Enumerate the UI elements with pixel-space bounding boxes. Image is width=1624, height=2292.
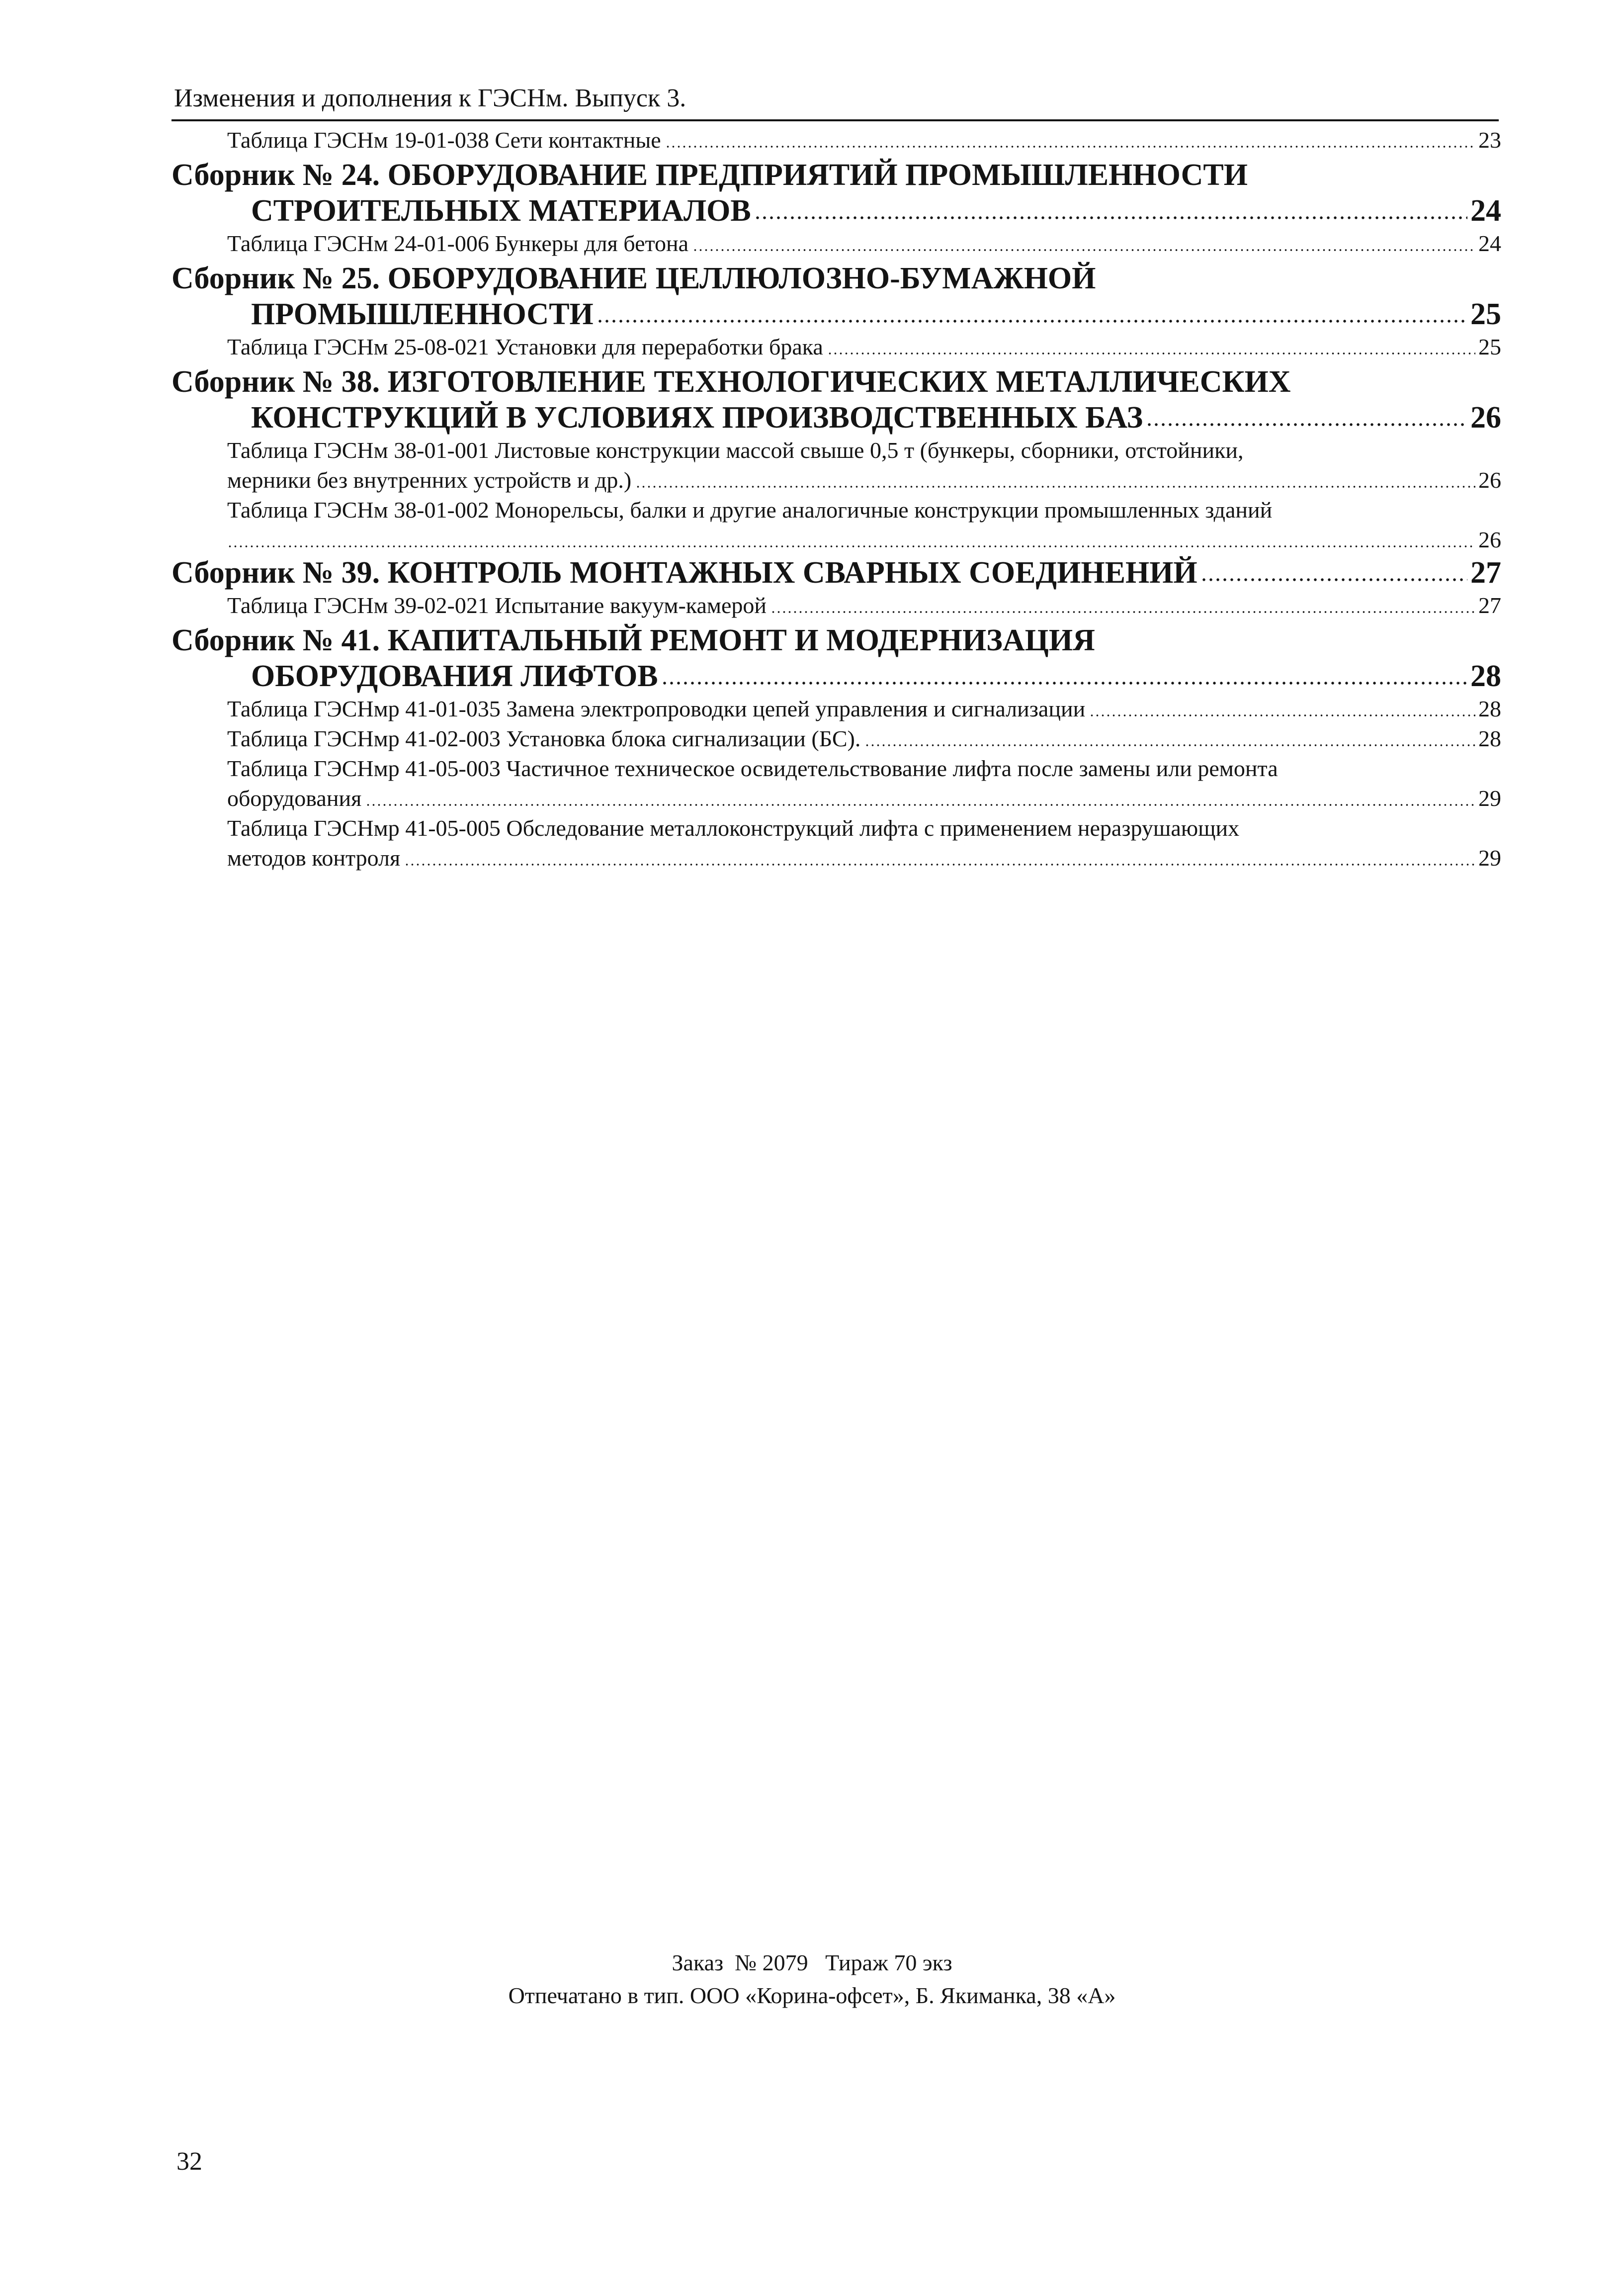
toc-entry-25-08-021[interactable] [171,332,1501,362]
collection-page-number: 28 [1470,659,1501,693]
dot-leader [1146,422,1467,428]
dot-leader [754,215,1467,221]
collection-page-number: 26 [1470,401,1501,435]
toc-page-number: 24 [1478,231,1501,256]
running-header: Изменения и дополнения к ГЭСНм. Выпуск 3. [174,84,686,112]
collection-38-heading-cont[interactable] [171,400,1501,436]
toc-page-number: 28 [1478,696,1501,721]
toc-entry-38-01-001[interactable] [171,465,1501,495]
toc-page-number: 29 [1478,786,1501,811]
toc-entry-38-01-002-line1[interactable]: Таблица ГЭСНм 38-01-002 Монорельсы, балки и другие аналогичные конструкции промышленных зданий [227,497,1273,523]
dot-leader [1200,577,1467,583]
collection-24-heading[interactable]: Сборник № 24. ОБОРУДОВАНИЕ ПРЕДПРИЯТИЙ ПРОМЫШЛЕННОСТИ [171,158,1248,192]
collection-page-number: 24 [1470,194,1501,228]
dot-leader [404,862,1475,867]
toc-page-number: 25 [1478,334,1501,359]
dot-leader [227,544,1475,549]
collection-heading-text: ПРОМЫШЛЕННОСТИ [251,297,594,331]
collection-heading-text: ОБОРУДОВАНИЯ ЛИФТОВ [251,659,658,693]
collection-heading-text: Сборник № 39. КОНТРОЛЬ МОНТАЖНЫХ СВАРНЫХ СОЕДИНЕНИЙ [171,556,1197,590]
toc-entry-38-01-001-line1[interactable]: Таблица ГЭСНм 38-01-001 Листовые конструкции массой свыше 0,5 т (бункеры, сборники, отстойники, [227,438,1244,463]
toc-page-number: 26 [1478,467,1501,493]
toc-entry-title: Таблица ГЭСНмр 41-01-035 Замена электропроводки цепей управления и сигнализации [227,696,1086,721]
imprint-printer-line: Отпечатано в тип. ООО «Корина-офсет», Б. Якиманка, 38 «А» [508,1983,1116,2008]
toc-entry-24-01-006[interactable] [171,229,1501,259]
dot-leader [692,248,1475,253]
collection-heading-text: СТРОИТЕЛЬНЫХ МАТЕРИАЛОВ [251,194,751,228]
toc-entry-title: методов контроля [227,845,401,871]
toc-entry-41-05-003-line1[interactable]: Таблица ГЭСНмр 41-05-003 Частичное техническое освидетельствование лифта после замены или ремонта [227,756,1278,781]
collection-24-heading-cont[interactable] [171,193,1501,229]
toc-entry-title: Таблица ГЭСНм 25-08-021 Установки для переработки брака [227,334,823,359]
dot-leader [365,802,1475,807]
collection-heading-text: КОНСТРУКЦИЙ В УСЛОВИЯХ ПРОИЗВОДСТВЕННЫХ БАЗ [251,401,1143,435]
collection-25-heading[interactable]: Сборник № 25. ОБОРУДОВАНИЕ ЦЕЛЛЮЛОЗНО-БУМАЖНОЙ [171,262,1096,295]
toc-entry-title: Таблица ГЭСНм 24-01-006 Бункеры для бетона [227,231,689,256]
dot-leader [770,610,1475,615]
toc-page-number: 28 [1478,726,1501,751]
collection-page-number: 25 [1470,297,1501,331]
header-rule [171,119,1499,121]
toc-entry-title: Таблица ГЭСНм 39-02-021 Испытание вакуум-камерой [227,593,767,618]
toc-entry-title: мерники без внутренних устройств и др.) [227,467,632,493]
collection-41-heading[interactable]: Сборник № 41. КАПИТАЛЬНЫЙ РЕМОНТ И МОДЕРНИЗАЦИЯ [171,623,1095,657]
toc-entry-19-01-038[interactable] [171,125,1501,155]
dot-leader [635,484,1475,489]
dot-leader [661,680,1467,686]
toc-entry-41-01-035[interactable] [171,694,1501,724]
table-of-contents [171,125,1501,873]
toc-page-number: 27 [1478,593,1501,618]
toc-entry-41-05-003[interactable] [171,784,1501,813]
dot-leader [827,351,1475,356]
page-number: 32 [176,2147,202,2176]
collection-38-heading[interactable]: Сборник № 38. ИЗГОТОВЛЕНИЕ ТЕХНОЛОГИЧЕСКИХ МЕТАЛЛИЧЕСКИХ [171,365,1291,399]
toc-page-number: 29 [1478,845,1501,871]
toc-entry-38-01-002[interactable] [171,525,1501,555]
dot-leader [597,318,1467,324]
collection-39-heading[interactable] [171,555,1501,591]
toc-entry-title: Таблица ГЭСНмр 41-02-003 Установка блока сигнализации (БС). [227,726,861,751]
imprint-order-line: Заказ № 2079 Тираж 70 экз [672,1950,952,1975]
dot-leader [665,144,1475,149]
toc-page-number: 26 [1478,527,1501,552]
toc-page-number: 23 [1478,127,1501,153]
toc-entry-41-05-005-line1[interactable]: Таблица ГЭСНмр 41-05-005 Обследование металлоконструкций лифта с применением неразрушающих [227,815,1240,841]
dot-leader [864,743,1475,748]
toc-entry-41-05-005[interactable] [171,843,1501,873]
collection-page-number: 27 [1470,556,1501,590]
dot-leader [1089,713,1475,718]
toc-entry-41-02-003[interactable] [171,724,1501,754]
collection-41-heading-cont[interactable] [171,658,1501,694]
toc-entry-39-02-021[interactable] [171,591,1501,620]
collection-25-heading-cont[interactable] [171,296,1501,332]
toc-entry-title: Таблица ГЭСНм 19-01-038 Сети контактные [227,127,661,153]
toc-entry-title: оборудования [227,786,362,811]
